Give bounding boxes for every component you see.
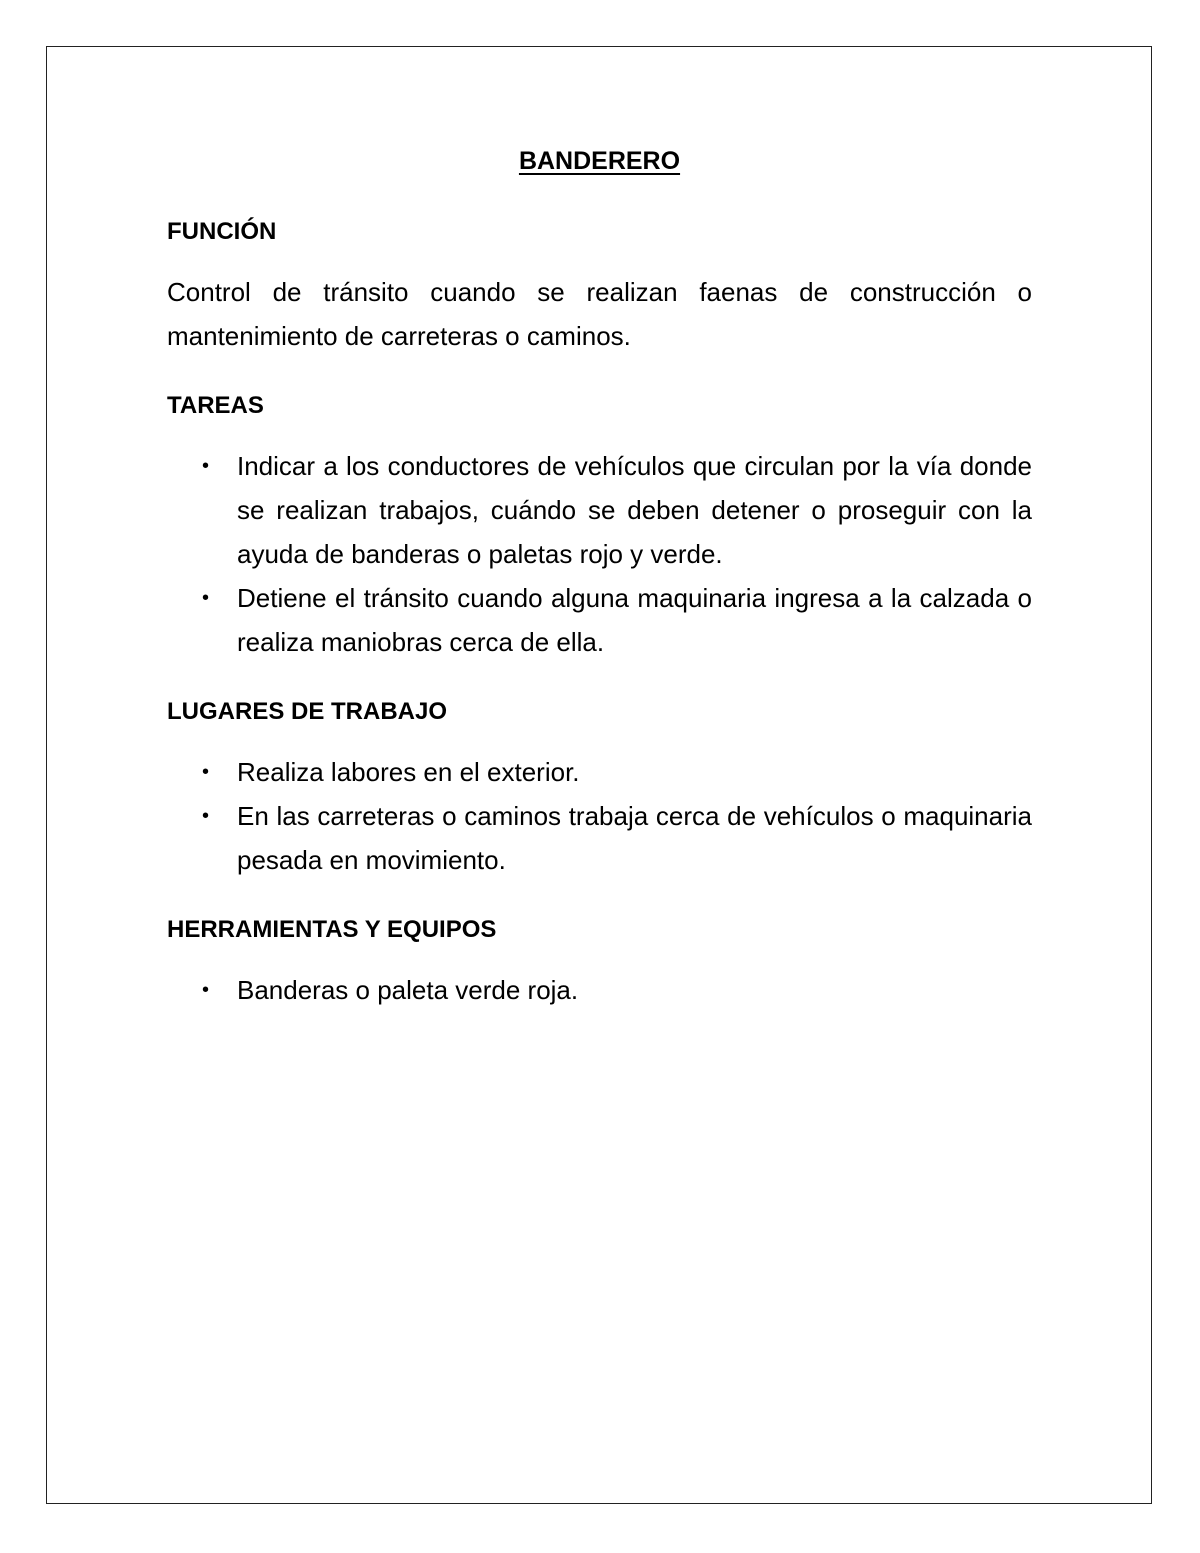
funcion-paragraph: Control de tránsito cuando se realizan faenas de construcción o mantenimiento de carreteras o caminos. [167, 277, 1032, 351]
list-item-text: Banderas o paleta verde roja. [237, 975, 579, 1005]
list-item-text: Indicar a los conductores de vehículos que circulan por la vía donde se realizan trabajos, cuándo se deben detener o proseguir con la ayuda de banderas o paletas rojo y verde. [237, 451, 1032, 569]
bullet-icon: • [202, 587, 210, 609]
section-heading-herramientas: HERRAMIENTAS Y EQUIPOS [167, 916, 497, 943]
list-item-text: Detiene el tránsito cuando alguna maquinaria ingresa a la calzada o realiza maniobras cerca de ella. [237, 583, 1032, 657]
tareas-list [167, 444, 1032, 664]
bullet-icon: • [202, 979, 210, 1001]
herramientas-list [167, 968, 1032, 1012]
list-item-text: En las carreteras o caminos trabaja cerca de vehículos o maquinaria pesada en movimiento. [237, 801, 1032, 875]
list-item-text: Realiza labores en el exterior. [237, 757, 580, 787]
list-item [167, 968, 1032, 1012]
list-item [167, 444, 1032, 576]
document-title: BANDERERO [518, 147, 681, 175]
list-item [167, 794, 1032, 882]
list-item [167, 750, 1032, 794]
lugares-list [167, 750, 1032, 882]
bullet-icon: • [202, 805, 210, 827]
section-heading-tareas: TAREAS [167, 392, 264, 419]
document-body [167, 140, 1032, 1042]
bullet-icon: • [202, 455, 210, 477]
section-heading-lugares: LUGARES DE TRABAJO [167, 698, 448, 725]
bullet-icon: • [202, 761, 210, 783]
section-heading-funcion: FUNCIÓN [167, 218, 277, 245]
list-item [167, 576, 1032, 664]
